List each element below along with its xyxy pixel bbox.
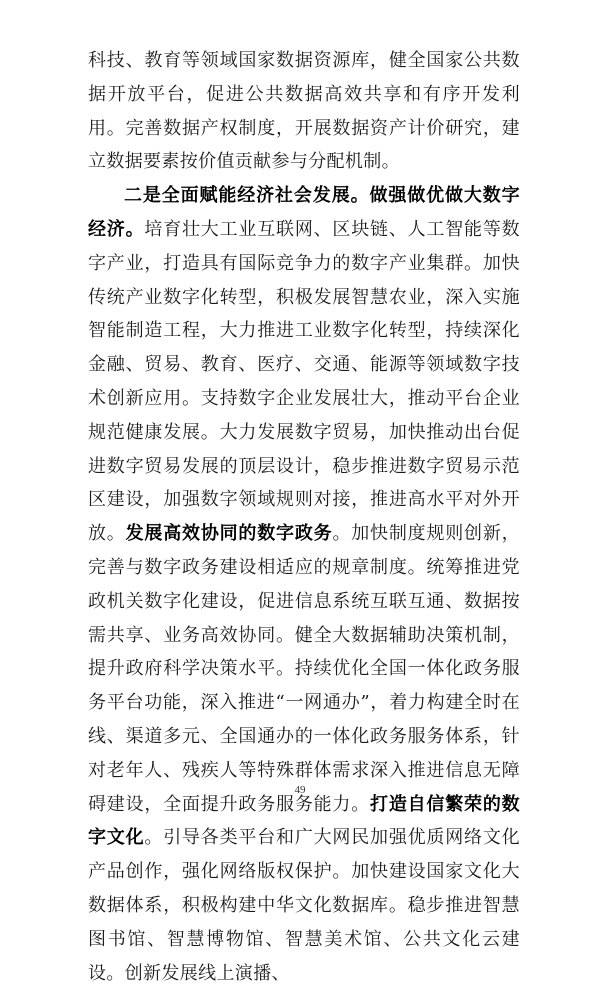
bold-phrase-digital-government: 发展高效协同的数字政务	[125, 523, 333, 545]
body-text	[88, 44, 520, 990]
paragraph-text-b: 。加快制度规则创新，完善与数字政务建设相适应的规章制度。统筹推进党政机关数字化建设，促进信息系统互联互通、数据按需共享、业务高效协同。健全大数据辅助决策机制，提升政府科学决策水平。持续优化全国一体化政务服务平台功能，深入推进“一网通办”，着力构建全时在线、渠道多元、全国通办的一体化政务服务体系，针对老年人、残疾人等特殊群体需求深入推进信息无障碍建设，全面提升政务服务能力。	[88, 523, 521, 815]
page-number: 49	[294, 784, 306, 796]
paragraph-digital-economy	[88, 179, 520, 990]
paragraph-text-c: 。引导各类平台和广大网民加强优质网络文化产品创作，强化网络版权保护。加快建设国家文化大数据体系，积极构建中华文化数据库。稳步推进智慧图书馆、智慧博物馆、智慧美术馆、公共文化云建设。创新发展线上演播、	[88, 827, 520, 984]
paragraph-continued: 科技、教育等领域国家数据资源库，健全国家公共数据开放平台，促进公共数据高效共享和有序开发利用。完善数据产权制度，开展数据资产计价研究，建立数据要素按价值贡献参与分配机制。	[88, 50, 520, 173]
section-heading: 二是全面赋能经济社会发展。做强做优做大数字经济。	[88, 185, 520, 240]
paragraph-text-a: 培育壮大工业互联网、区块链、人工智能等数字产业，打造具有国际竞争力的数字产业集群。加快传统产业数字化转型，积极发展智慧农业，深入实施智能制造工程，大力推进工业数字化转型，持续深化金融、贸易、教育、医疗、交通、能源等领域数字技术创新应用。支持数字企业发展壮大，推动平台企业规范健康发展。大力发展数字贸易，加快推动出台促进数字贸易发展的顶层设计，稳步推进数字贸易示范区建设，加强数字领域规则对接，推进高水平对外开放。	[88, 218, 520, 545]
bold-phrase-digital-culture: 打造自信繁荣的数字文化	[88, 793, 520, 849]
